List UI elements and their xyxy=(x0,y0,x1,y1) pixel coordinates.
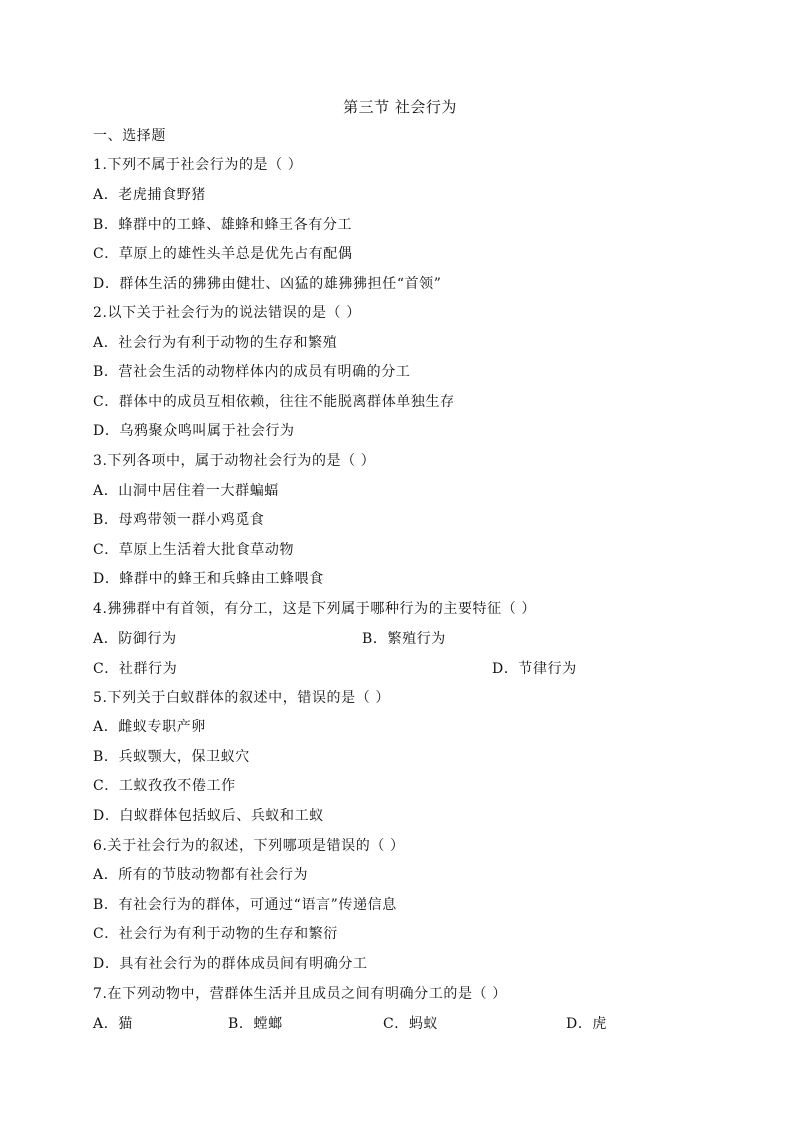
question-5-option-b: B．兵蚁颚大，保卫蚁穴 xyxy=(93,749,250,765)
question-1-option-c: C．草原上的雄性头羊总是优先占有配偶 xyxy=(93,246,353,262)
question-3-option-c: C．草原上生活着大批食草动物 xyxy=(93,542,295,558)
page-title: 第三节 社会行为 xyxy=(343,98,457,116)
question-1-stem: 1.下列不属于社会行为的是（ ） xyxy=(93,157,303,173)
question-2-option-b: B．营社会生活的动物样体内的成员有明确的分工 xyxy=(93,364,411,380)
question-6-option-d: D．具有社会行为的群体成员间有明确分工 xyxy=(93,956,368,972)
question-2-option-a: A．社会行为有利于动物的生存和繁殖 xyxy=(93,335,338,351)
question-7-option-d: D．虎 xyxy=(566,1016,608,1032)
question-6-stem: 6.关于社会行为的叙述，下列哪项是错误的（ ） xyxy=(93,838,405,854)
question-5-stem: 5.下列关于白蚁群体的叙述中，错误的是（ ） xyxy=(93,690,391,706)
question-1-option-b: B．蜂群中的工蜂、雄蜂和蜂王各有分工 xyxy=(93,217,353,233)
question-1-option-d: D．群体生活的狒狒由健壮、凶猛的雄狒狒担任“首领” xyxy=(93,276,442,292)
question-7-option-b: B．螳螂 xyxy=(228,1016,283,1032)
question-4-option-d: D．节律行为 xyxy=(492,661,577,677)
question-3-option-d: D．蜂群中的蜂王和兵蜂由工蜂喂食 xyxy=(93,571,324,587)
question-6-option-a: A．所有的节肢动物都有社会行为 xyxy=(93,867,309,883)
section-heading: 一、选择题 xyxy=(93,128,166,144)
question-4-option-c: C．社群行为 xyxy=(93,661,178,677)
question-2-option-d: D．乌鸦聚众鸣叫属于社会行为 xyxy=(93,423,295,439)
question-4-option-b: B．繁殖行为 xyxy=(362,631,446,647)
question-2-stem: 2.以下关于社会行为的说法错误的是（ ） xyxy=(93,305,361,321)
question-6-option-c: C．社会行为有利于动物的生存和繁衍 xyxy=(93,926,338,942)
question-4-option-a: A．防御行为 xyxy=(93,631,177,647)
question-4-stem: 4.狒狒群中有首领，有分工，这是下列属于哪种行为的主要特征（ ） xyxy=(93,601,537,617)
question-6-option-b: B．有社会行为的群体，可通过“语言”传递信息 xyxy=(93,897,397,913)
question-5-option-c: C．工蚁孜孜不倦工作 xyxy=(93,778,236,794)
question-7-option-c: C．蚂蚁 xyxy=(383,1016,439,1032)
question-7-option-a: A．猫 xyxy=(93,1016,133,1032)
question-2-option-c: C．群体中的成员互相依赖，往往不能脱离群体单独生存 xyxy=(93,394,455,410)
question-5-option-d: D．白蚁群体包括蚁后、兵蚁和工蚁 xyxy=(93,808,324,824)
question-7-stem: 7.在下列动物中，营群体生活并且成员之间有明确分工的是（ ） xyxy=(93,986,507,1002)
question-3-option-b: B．母鸡带领一群小鸡觅食 xyxy=(93,512,265,528)
question-3-option-a: A．山洞中居住着一大群蝙蝠 xyxy=(93,483,279,499)
question-3-stem: 3.下列各项中，属于动物社会行为的是（ ） xyxy=(93,453,376,469)
question-5-option-a: A．雌蚁专职产卵 xyxy=(93,719,206,735)
question-1-option-a: A．老虎捕食野猪 xyxy=(93,187,206,203)
